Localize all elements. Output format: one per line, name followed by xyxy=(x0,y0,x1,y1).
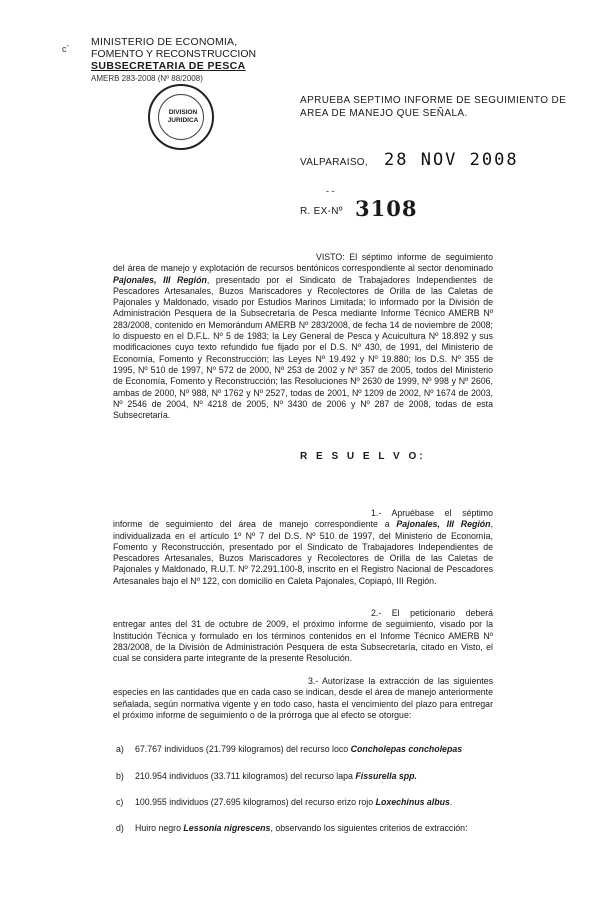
item-species: Lessonia nigrescens xyxy=(183,823,271,833)
place-label: VALPARAISO, xyxy=(300,157,368,168)
document-subject: APRUEBA SEPTIMO INFORME DE SEGUIMIENTO DE AREA DE MANEJO QUE SEÑALA. xyxy=(300,95,567,119)
ministry-header xyxy=(91,36,256,85)
item-letter: b) xyxy=(116,771,124,781)
division-juridica-seal xyxy=(148,84,214,150)
item-tail: , observando los siguientes criterios de extracción: xyxy=(270,823,468,833)
item-species: Fissurella spp. xyxy=(355,771,417,781)
header-line-ministry: MINISTERIO DE ECONOMIA, xyxy=(91,36,238,48)
item-text: Huiro negro xyxy=(135,823,184,833)
resolution-point-2 xyxy=(113,608,493,664)
r3-text: 3.- Autorízase la extracción de las siguientes especies en las cantidades que en cada caso se indican, desde el área de manejo anteriormente señalada, según normativa vigente y en todo caso, hasta el vencimiento del plazo para entregar el próximo informe de seguimiento o de la prórroga que al efecto se otorgue: xyxy=(113,676,493,720)
list-item xyxy=(116,823,468,833)
resuelvo-heading: R E S U E L V O: xyxy=(300,451,426,462)
list-item xyxy=(116,771,417,781)
margin-mark: c´ xyxy=(62,44,70,54)
item-text: 100.955 individuos (27.695 kilogramos) del recurso erizo rojo xyxy=(135,797,376,807)
header-line-fomento: FOMENTO Y RECONSTRUCCION xyxy=(91,48,257,60)
item-tail: . xyxy=(449,797,453,807)
header-line-subsecretaria: SUBSECRETARIA DE PESCA xyxy=(91,60,246,72)
visto-sector: Pajonales, III Región xyxy=(113,274,207,285)
r2-text: 2.- El peticionario deberá entregar antes del 31 de octubre de 2009, el próximo informe de seguimiento, visado por la Institución Técnica y formulado en los términos contenidos en el Informe Técnico AMERB Nº 283/2008, de la División de Administración Pesquera de esta Subsecretaría, citado en Visto, el cual se considera parte integrante de la presente Resolución. xyxy=(113,608,493,664)
dash-mark: - - xyxy=(326,186,335,196)
item-text: 67.767 individuos (21.799 kilogramos) del recurso loco xyxy=(135,744,351,754)
resolution-point-3 xyxy=(113,676,493,721)
resolution-label: R. EX-Nº xyxy=(300,206,343,217)
item-letter: d) xyxy=(116,823,124,833)
resolution-point-1 xyxy=(113,508,493,587)
seal-text-line2: JURIDICA xyxy=(167,117,199,124)
resolution-number: 3108 xyxy=(355,196,418,221)
item-letter: a) xyxy=(116,744,124,754)
seal-text xyxy=(150,109,216,125)
visto-lead: VISTO: xyxy=(316,252,345,262)
visto-text-2: , presentado por el Sindicato de Trabajadores Independientes de Pescadores Artesanales, Buzos Mariscadores y Recolectores de Orilla de las Caletas de Pajonales y Maldonado, visado por Estudios Marinos Limitada; lo informado por la División de Administración Pesquera de la Subsecretaría de Pesca mediante Informe Técnico AMERB Nº 283/2008, contenido en Memorándum AMERB Nº 283/2008, de fecha 14 de noviembre de 2008; lo dispuesto en el D.F.L. Nº 5 de 1983; la Ley General de Pesca y Acuicultura Nº 18.892 y sus modificaciones cuyo texto refundido fue fijado por el D.S. Nº 430, de 1991, del Ministerio de Economía, Fomento y Reconstrucción; las Leyes Nº 19.492 y Nº 19.880; los D.S. Nº 355 de 1995, Nº 510 de 1997, Nº 572 de 2000, Nº 253 de 2002 y Nº 357 de 2005, todos del Ministerio de Economía, Fomento y Reconstrucción; las Resoluciones Nº 2630 de 1999, Nº 998 y Nº 2606, ambas de 2000, Nº 988, Nº 1762 y Nº 2527, todas de 2001, Nº 1209 de 2002, Nº 1674 de 2003, Nº 2546 de 2004, Nº 4218 de 2005, Nº 3430 de 2006 y Nº 287 de 2008, todas de esta Subsecretaría. xyxy=(113,274,493,421)
list-item xyxy=(116,744,462,754)
visto-paragraph xyxy=(113,252,493,421)
list-item xyxy=(116,797,452,807)
r1-text-2: , individualizada en el artículo 1º Nº 7 del D.S. Nº 510 de 1997, del Ministerio de Economía, Fomento y Reconstrucción, presentado por el Sindicato de Trabajadores Independientes de Pescadores Artesanales, Buzos Mariscadores y Recolectores de Orilla de las Caletas de Pajonales y Maldonado, R.U.T. Nº 72.291.100-8, inscrito en el Registro Nacional de Pescadores Artesanales bajo el Nº 122, con domicilio en Caleta Pajonales, Copiapó, III Región. xyxy=(113,519,494,586)
item-species: Loxechinus albus xyxy=(375,797,450,807)
r1-text-1: 1.- Apruébase el séptimo informe de seguimiento del área de manejo correspondiente a xyxy=(113,508,493,530)
date-stamp: 28 NOV 2008 xyxy=(384,150,519,170)
r1-sector: Pajonales, III Región xyxy=(396,519,491,530)
header-line-reference: AMERB 283-2008 (Nº 88/2008) xyxy=(91,74,203,83)
item-text: 210.954 individuos (33.711 kilogramos) del recurso lapa xyxy=(135,771,356,781)
seal-text-line1: DIVISION xyxy=(168,109,198,116)
visto-text-1: El séptimo informe de seguimiento del área de manejo y explotación de recursos bentónicos correspondiente al sector denominado xyxy=(113,252,494,274)
item-letter: c) xyxy=(116,797,124,807)
item-species: Concholepas concholepas xyxy=(350,744,463,754)
